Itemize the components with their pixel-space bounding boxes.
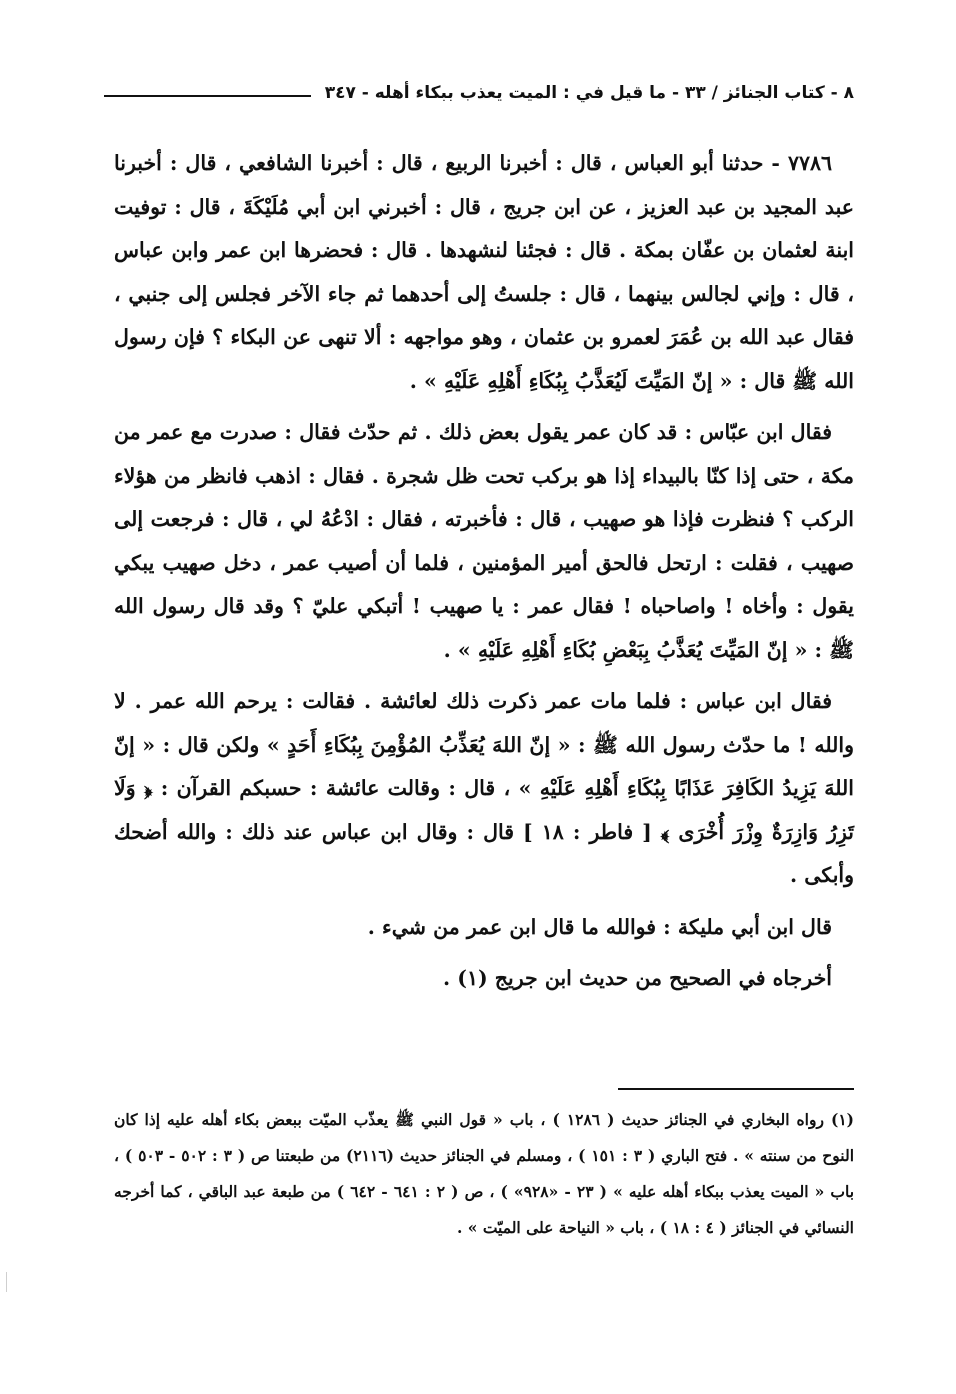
- footnote-separator: [618, 1088, 854, 1090]
- paragraph-ibn-abbas: فقال ابن عبّاس : قد كان عمر يقول بعض ذلك . ثم حدّث فقال : صدرت مع عمر من مكة ، حتى إذا كنّا بالبيداء إذا هو بركب تحت ظل شجرة . فقال : اذهب فانظر من هؤلاء الركب ؟ فنظرت فإذا هو صهيب ، قال : فأخبرته ، فقال : ادْعُهُ لي ، قال : فرجعت إلى صهيب ، فقلت : ارتحل فالحق أمير المؤمنين ، فلما أن أصيب عمر ، دخل صهيب يبكي يقول : وأخاه ! واصاحباه ! فقال عمر : يا صهيب ! أتبكي عليّ ؟ وقد قال رسول الله ﷺ : « إنّ المَيِّتَ يُعَذَّبُ بِبَعْضِ بُكَاءِ أَهْلِهِ عَلَيْهِ » .: [114, 420, 854, 662]
- footnote: (١) رواه البخاري في الجنائز حديث ( ١٢٨٦ ) ، باب « قول النبي ﷺ يعذّب الميّت ببعض بكاء أهله عليه إذا كان النوح من سنته » . فتح الباري ( ٣ : ١٥١ ) ، ومسلم في الجنائز حديث (٢١١٦) من طبعتنا ص ( ٣ : ٥٠٢ - ٥٠٣ ) ، باب « الميت يعذب ببكاء أهله عليه » ( ٢٣ - «٩٢٨» ) ، ص ( ٢ : ٦٤١ - ٦٤٢ ) من طبعة عبد الباقي ، كما أخرجه النسائي في الجنائز ( ٤ : ١٨ ) ، باب « النياحة على الميّت » .: [114, 1110, 855, 1237]
- book-page: [104, 60, 854, 1360]
- paragraph-aisha: فقال ابن عباس : فلما مات عمر ذكرت ذلك لعائشة . فقالت : يرحم الله عمر . لا والله ! ما حدّث رسول الله ﷺ : « إنّ اللهَ يُعَذِّبُ المُؤْمِنَ بِبُكَاءِ أَحَدٍ » ولكن قال : « إنّ اللهَ يَزِيدُ الكَافِرَ عَذَابًا بِبُكَاءِ أَهْلِهِ عَلَيْهِ » ، قال : وقالت عائشة : حسبكم القرآن : ﴿ وَلَا تَزِرُ وَازِرَةٌ وِزْرَ أُخْرَى ﴾ [ فاطر : ١٨ ] قال : وقال ابن عباس عند ذلك : والله أضحك وأبكى .: [114, 689, 854, 887]
- header-text: ٨ - كتاب الجنائز / ٣٣ - ما قيل في : الميت يعذب ببكاء أهله - ٣٤٧: [324, 83, 854, 103]
- paragraph-hadith: ٧٧٨٦ - حدثنا أبو العباس ، قال : أخبرنا الربيع ، قال : أخبرنا الشافعي ، قال : أخبرنا عبد المجيد بن عبد العزيز ، عن ابن جريج ، قال : أخبرني ابن أبي مُلَيْكَةَ ، قال : توفيت ابنة لعثمان بن عفّان بمكة . قال : فجئنا لنشهدها . قال : فحضرها ابن عمر وابن عباس ، قال : وإني لجالس بينهما ، قال : جلستُ إلى أحدهما ثم جاء الآخر فجلس إلى جنبي ، فقال عبد الله بن عُمَرَ لعمرو بن عثمان ، وهو مواجهه : ألا تنهى عن البكاء ؟ فإن رسول الله ﷺ قال : « إنّ المَيِّتَ لَيُعَذَّبُ بِبُكَاءِ أَهْلِهِ عَلَيْهِ » .: [114, 151, 854, 393]
- main-text: [114, 142, 854, 1009]
- paragraph-ibn-abi-mulaykah: قال ابن أبي مليكة : فوالله ما قال ابن عمر من شيء .: [367, 914, 832, 939]
- scan-edge-mark: [6, 1272, 11, 1292]
- running-header: [104, 78, 854, 108]
- paragraph-takhrij: أخرجاه في الصحيح من حديث ابن جريج (١) .: [442, 966, 832, 990]
- header-rule: [104, 95, 311, 97]
